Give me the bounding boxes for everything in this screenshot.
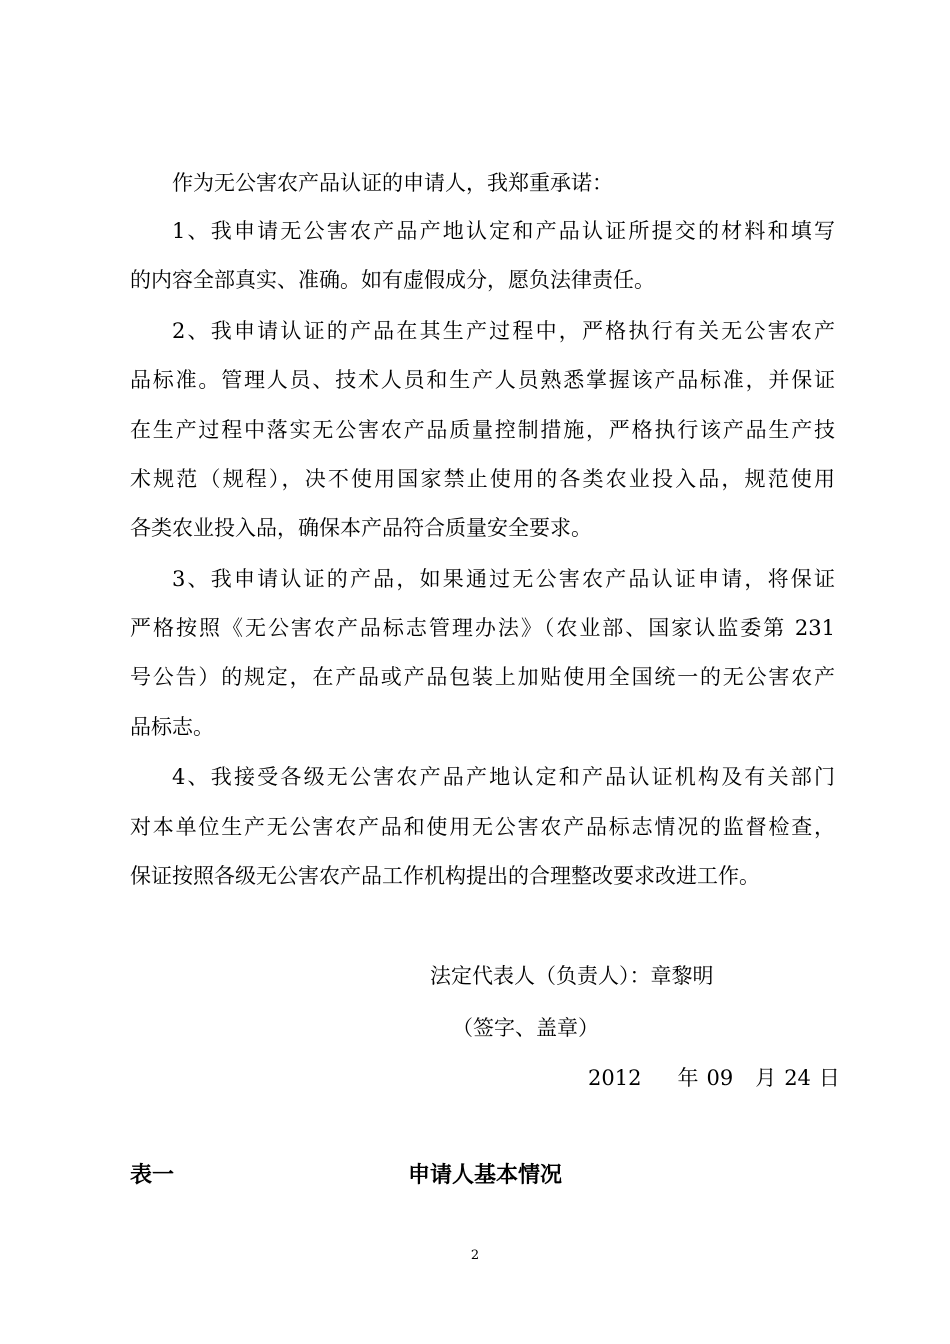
- signature-date: [588, 1066, 840, 1091]
- table-label: 表一: [130, 1163, 175, 1188]
- date-day: 24: [784, 1066, 811, 1090]
- pledge-item-3-line-4: 品标志。: [130, 715, 214, 739]
- date-year-unit: 年: [677, 1066, 699, 1090]
- pledge-item-2-line-5: 各类农业投入品，确保本产品符合质量安全要求。: [130, 516, 592, 540]
- pledge-item-1-line-2: 的内容全部真实、准确。如有虚假成分，愿负法律责任。: [130, 268, 655, 292]
- legal-representative: 法定代表人（负责人）：章黎明: [430, 964, 714, 988]
- pledge-item-4-line-3: 保证按照各级无公害农产品工作机构提出的合理整改要求改进工作。: [130, 864, 760, 888]
- date-month-unit: 月: [755, 1066, 777, 1090]
- table-title: 申请人基本情况: [408, 1163, 563, 1188]
- pledge-item-3-line-1: 3、我申请认证的产品，如果通过无公害农产品认证申请，将保证: [172, 567, 835, 591]
- pledge-item-3-line-3: 号公告）的规定，在产品或产品包装上加贴使用全国统一的无公害农产: [130, 665, 835, 689]
- date-month: 09: [706, 1066, 734, 1090]
- signature-note: （签字、盖章）: [452, 1016, 599, 1040]
- pledge-item-4-line-1: 4、我接受各级无公害农产品产地认定和产品认证机构及有关部门: [172, 765, 835, 789]
- date-year: 2012: [588, 1066, 642, 1090]
- pledge-item-2-line-2: 品标准。管理人员、技术人员和生产人员熟悉掌握该产品标准，并保证: [130, 368, 835, 392]
- page-number: 2: [470, 1248, 480, 1263]
- pledge-item-2-line-1: 2、我申请认证的产品在其生产过程中，严格执行有关无公害农产: [172, 319, 835, 343]
- pledge-intro: 作为无公害农产品认证的申请人，我郑重承诺：: [172, 171, 613, 195]
- date-day-unit: 日: [818, 1066, 840, 1090]
- pledge-item-3-line-2: 严格按照《无公害农产品标志管理办法》（农业部、国家认监委第 231: [130, 616, 835, 640]
- pledge-item-4-line-2: 对本单位生产无公害农产品和使用无公害农产品标志情况的监督检查，: [130, 815, 835, 839]
- pledge-item-1-line-1: 1、我申请无公害农产品产地认定和产品认证所提交的材料和填写: [172, 219, 835, 243]
- pledge-item-2-line-4: 术规范（规程），决不使用国家禁止使用的各类农业投入品，规范使用: [130, 467, 835, 491]
- pledge-item-2-line-3: 在生产过程中落实无公害农产品质量控制措施，严格执行该产品生产技: [130, 418, 835, 442]
